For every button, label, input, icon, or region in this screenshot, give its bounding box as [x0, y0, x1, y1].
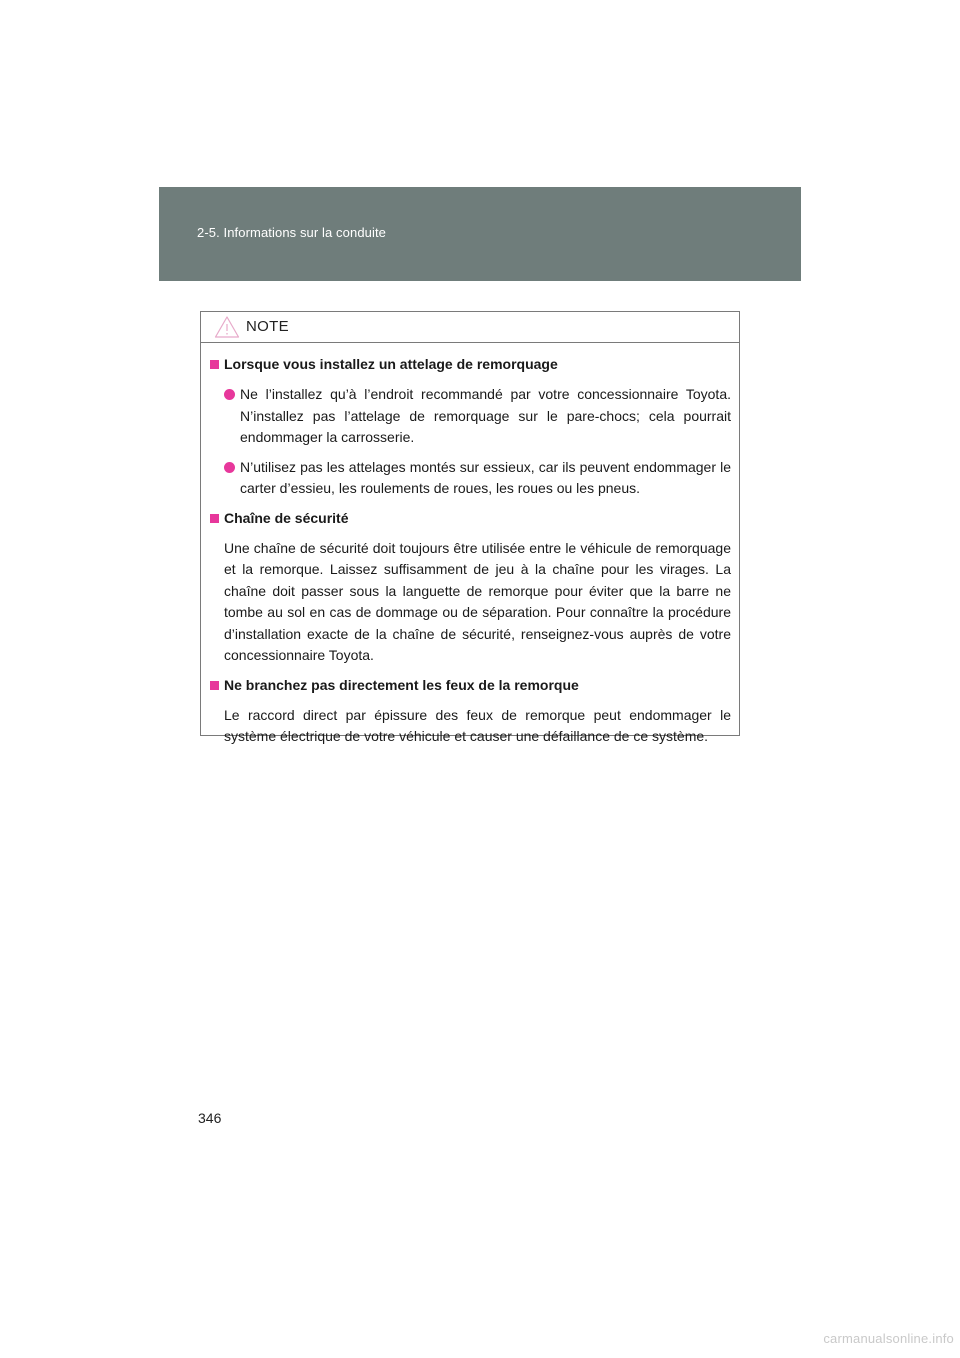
note-body — [201, 343, 739, 748]
dot-bullet-icon — [224, 389, 235, 400]
section-title: 2-5. Informations sur la conduite — [197, 225, 387, 240]
square-bullet-icon — [210, 681, 219, 690]
note-box — [200, 311, 740, 744]
hitch-heading — [209, 354, 731, 375]
square-bullet-icon — [210, 360, 219, 369]
section-header-band — [159, 187, 801, 281]
hitch-bullet-1-text: Ne l’installez qu’à l’endroit recommandé par votre concessionnaire Toyota. N’installez pas l’attelage de remorquage sur le pare-chocs; cela pourrait endommager la carrosserie. — [240, 386, 731, 445]
hitch-bullet-2-text: N’utilisez pas les attelages montés sur essieux, car ils peuvent endommager le carter d’essieu, les roulements de roues, les roues ou les pneus. — [240, 458, 731, 496]
hitch-bullet-2 — [209, 457, 731, 500]
chain-heading — [209, 508, 731, 529]
hitch-bullet-1 — [209, 384, 731, 449]
dot-bullet-icon — [224, 462, 235, 473]
warning-triangle-icon — [214, 315, 240, 339]
chain-heading-text: Chaîne de sécurité — [224, 509, 349, 526]
lights-paragraph: Le raccord direct par épissure des feux de remorque peut endommager le système électrique de votre véhicule et causer une défaillance de ce système. — [224, 706, 731, 744]
page-number: 346 — [198, 1110, 222, 1126]
chain-paragraph: Une chaîne de sécurité doit toujours être utilisée entre le véhicule de remorquage et la remorque. Laissez suffisamment de jeu à la chaîne pour les virages. La chaîne doit passer sous la languette de remorque pour éviter que la barre ne tombe au sol en cas de dommage ou de séparation. Pour connaître la procédure d’installation exacte de la chaîne de sécurité, renseignez-vous auprès de votre concessionnaire Toyota. — [224, 539, 731, 663]
note-header — [201, 312, 739, 343]
watermark: carmanualsonline.info — [823, 1331, 954, 1346]
lights-heading-text: Ne branchez pas directement les feux de la remorque — [224, 676, 579, 693]
note-title: NOTE — [246, 318, 289, 335]
lights-heading — [209, 675, 731, 696]
square-bullet-icon — [210, 514, 219, 523]
hitch-heading-text: Lorsque vous installez un attelage de remorquage — [224, 356, 558, 372]
